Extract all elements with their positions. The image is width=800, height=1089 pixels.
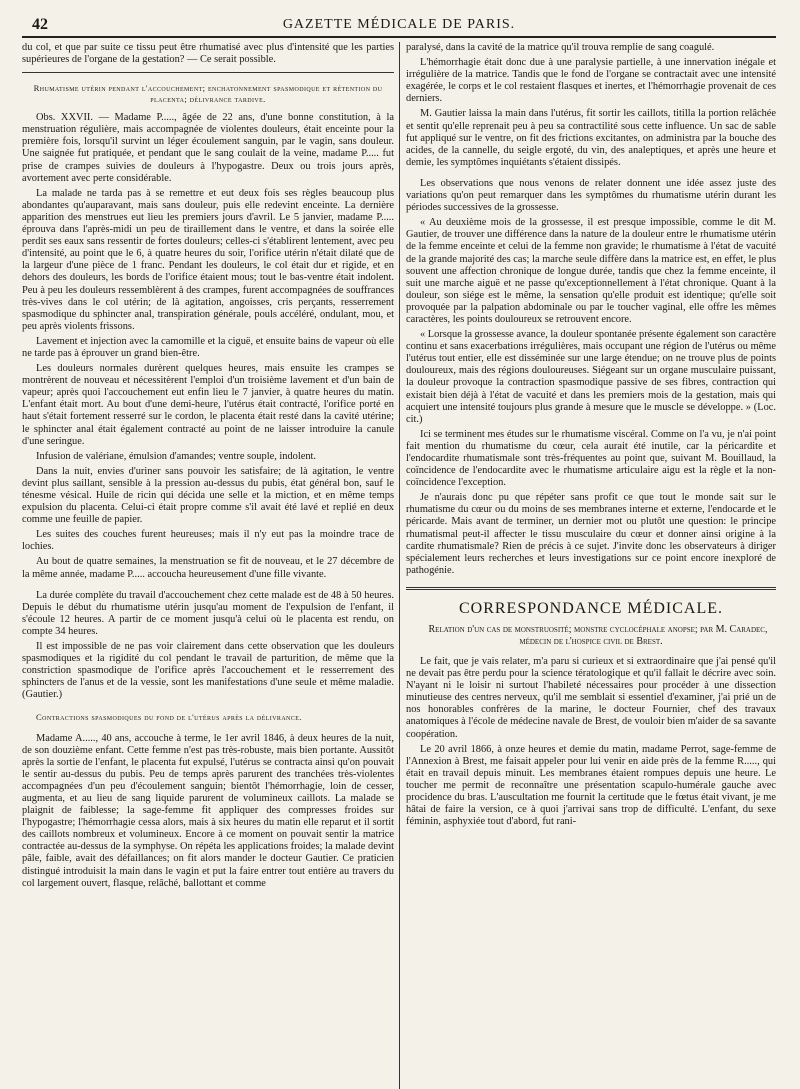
- page-number: 42: [32, 16, 48, 33]
- right-column: [406, 42, 776, 1089]
- paragraph: Ici se terminent mes études sur le rhumatisme viscéral. Comme on l'a vu, je n'ai point fait mention du rhumatisme du cœur, cela aurait été inutile, car la péricardite et l'endocardite rhumatismale sont très-fréquentes au point que, suivant M. Bouillaud, la coïncidence de l'endocardite avec le rhumatisme articulaire aigu est la règle et la non-coïncidence l'exception.: [406, 428, 776, 489]
- paragraph: « Au deuxième mois de la grossesse, il est presque impossible, comme le dit M. Gautier, de trouver une différence dans la nature de la douleur entre le rhumatisme utérin de la femme enceinte et celui de la femme non gravide; le rhumatisme à l'état de vacuité de la grande majorité des cas; la marche seule diffère dans la matrice est, en effet, le plus souvent une affection chronique de longue durée, tandis que chez la femme enceinte, il suit une marche aiguë et ne passe qu'exceptionnellement à l'état chronique. Quant à la douleur, son siége est le même, la sensation qu'elle produit est identique; qu'elle soit provoquée par la palpation abdominale ou par le toucher vaginal, elle offre les mêmes caractères, les points douloureux se retrouvent encore.: [406, 217, 776, 325]
- paragraph: Je n'aurais donc pu que répéter sans profit ce que tout le monde sait sur le rhumatisme du cœur ou du moins de ses membranes interne et externe, l'endocarde et le péricarde. Mais avant de terminer, un dernier mot ou plutôt une question: le principe rhumatismal peut-il affecter le tissu musculaire du cœur et donner ainsi origine à la cardite rhumatismale? Rien de précis à ce sujet. J'invite donc les observateurs à diriger spécialement leurs recherches et leurs investigations sur ce point encore inexploré de pathogénie.: [406, 492, 776, 576]
- paragraph: Madame A....., 40 ans, accouche à terme, le 1er avril 1846, à deux heures de la nuit, de son douzième enfant. Cette femme n'est pas très-robuste, mais bien portante. Aussitôt après la sortie de l'enfant, le placenta fut expulsé, l'utérus se contracta ainsi qu'on pouvait le sentir au-dessus du pubis. Peu de temps après parurent des tranchées très-violentes accompagnées d'un peu d'écoulement sanguin; bientôt l'hémorrhagie, loin de cesser, augmenta, et au lieu de sang liquide parurent de volumineux caillots. La malade se plaignit de faiblesse; la sage-femme fit appliquer des compresses froides sur l'hypogastre; l'hémorrhagie cessa alors, mais à six heures du matin elle reparut et il sortit des caillots nombreux et volumineux. Encore à ce moment on pouvait sentir la matrice contractée au-dessus de la symphyse. On répéta les applications froides; la malade devint pâle, faible, avait des défaillances; on fit alors mander le docteur Gautier. Ce praticien distingué introduisit la main dans le vagin et put la faire entrer tout entière au travers du col largement ouvert, flasque, relâché, ballottant et comme: [22, 732, 394, 889]
- paragraph: Les suites des couches furent heureuses; mais il n'y eut pas la moindre trace de lochies.: [22, 529, 394, 553]
- subsection-heading: Contractions spasmodiques du fond de l'utérus après la délivrance.: [36, 711, 302, 722]
- paragraph: Le fait, que je vais relater, m'a paru si curieux et si extraordinaire que j'ai pensé qu'il ne devait pas être perdu pour la science tératologique et qu'il fallait le décrire avec soin. N'ayant ni le loisir ni surtout l'habileté nécessaires pour procéder à une dissection minutieuse des centres nerveux, qu'il me semblait si essentiel d'examiner, j'ai prié un de nos honorables confrères de la marine, le docteur Fournier, chef des travaux anatomiques à l'école de médecine navale de Brest, de vouloir bien m'aider de sa savante coopération.: [406, 655, 776, 740]
- paragraph: Lavement et injection avec la camomille et la ciguë, et ensuite bains de vapeur où elle ne tarde pas à éprouver un grand bien-être.: [22, 335, 394, 359]
- paragraph: La malade ne tarda pas à se remettre et eut deux fois ses règles beaucoup plus abondantes qu'auparavant, mais sans douleur, puis elle redevint enceinte. La dernière apparition des menstrues eut lieu les premiers jours d'avril. Le 5 janvier, madame P..... éprouva dans l'après-midi un peu de tiraillement dans le ventre, et dans la soirée elle perdit ses eaux sans ressentir de fortes douleurs; celles-ci s'établirent lentement, avec peu d'intensité, au point que le 6, à quatre heures du soir, l'orifice utérin n'était dilaté que de la largeur d'une pièce de 1 franc. Pendant les douleurs, le col était dur et rigide, et en dehors des douleurs, les bords de l'orifice étaient mous; tout le bas-ventre était indolent. Peu à peu les douleurs ressemblèrent à des crampes, furent accompagnées de souffrances très-vives dans le col utérin; de là agitation, angoisses, cris perçants, resserrement spasmodique du sphincter anal, transpiration générale, pouls accéléré, ondulant, mou, et peu après violents frissons.: [22, 187, 394, 332]
- paragraph: Le 20 avril 1866, à onze heures et demie du matin, madame Perrot, sage-femme de l'Annexion à Brest, me faisait appeler pour lui venir en aide près de la femme R....., qui était en travail depuis minuit. Les membranes étaient rompues depuis une heure. Le toucher me permit de reconnaître une présentation scapulo-humérale gauche avec procidence du bras. L'auscultation me fournit la certitude que le fœtus était vivant, je me hâtai de faire la version, ce à quoi j'arrivai sans trop de difficulté. L'enfant, du sexe féminin, asphyxiée tout d'abord, fut rani-: [406, 743, 776, 828]
- paragraph: Infusion de valériane, émulsion d'amandes; ventre souple, indolent.: [36, 450, 317, 462]
- paragraph: Obs. XXVII. — Madame P....., âgée de 22 ans, d'une bonne constitution, à la menstruation régulière, mais accompagnée de violentes douleurs, était enceinte pour la première fois, lorsqu'il survint un léger écoulement sanguin, par le vagin, sans douleur. Une saignée fut pratiquée, et pendant que le sang coulait de la veine, madame P..... fut prise de crampes suivies de douleurs à l'hypogastre. Deux ou trois jours après, avortement avec perte considérable.: [22, 112, 394, 184]
- journal-title: GAZETTE MÉDICALE DE PARIS.: [282, 17, 516, 32]
- paragraph: Les douleurs normales durèrent quelques heures, mais ensuite les crampes se montrèrent de nouveau et nécessitèrent l'emploi d'un troisième lavement et d'un bain de vapeur; après quoi l'accouchement eut enfin lieu le 7 janvier, à quatre heures du matin. L'enfant était mort. Au bout d'une demi-heure, l'utérus était contracté, l'orifice porté en haut s'était fortement resserré sur le cordon, le placenta était resté dans la cavité utérine; le sphincter anal était également contracté au point de ne laisser introduire la canule d'une seringue.: [22, 363, 394, 447]
- divider: [22, 72, 394, 73]
- paragraph: « Lorsque la grossesse avance, la douleur spontanée présente également son caractère continu et sans exacerbations irrégulières, mais occupant une région de l'utérus ou même l'utérus tout entier, elle est disséminée sur une large étendue; on ne trouve plus de points douloureux, mais des régions douloureuses. Siégeant sur un organe musculaire puissant, la douleur provoque la contraction spasmodique passive de ses fibres, contraction qui existait bien déjà à l'état de vacuité et dans les premiers mois de la gestation, mais qui acquiert une intensité toujours plus grande à mesure que le muscle se développe. » (Loc. cit.): [406, 329, 776, 425]
- paragraph: Dans la nuit, envies d'uriner sans pouvoir les satisfaire; de là agitation, le ventre devint plus saillant, sensible à la pression au-dessus du pubis, état général bon, sauf le ténesme vésical. Huile de ricin qui décida une selle et la miction, et en même temps expulsion du placenta. Celui-ci était propre comme s'il avait été lavé et replié en deux comme une feuille de papier.: [22, 465, 394, 526]
- paragraph: M. Gautier laissa la main dans l'utérus, fit sortir les caillots, titilla la portion relâchée et sentit qu'elle reprenait peu à peu sa contractilité sous cette influence. Un sac de sable fut appliqué sur le ventre, on fit des frictions excitantes, on administra par la bouche des acides, de la cannelle, du seigle ergoté, du vin, des analeptiques, et après une heure et demie, les symptômes inquiétants s'étaient dissipés.: [406, 108, 776, 168]
- text-columns: [22, 42, 776, 1089]
- paragraph: Les observations que nous venons de relater donnent une idée assez juste des variations qu'on peut remarquer dans les symptômes du rhumatisme utérin durant les périodes successives de la grossesse.: [406, 177, 776, 214]
- paragraph: paralysé, dans la cavité de la matrice qu'il trouva remplie de sang coagulé.: [406, 42, 715, 53]
- left-column: [22, 42, 394, 1089]
- article-subtitle: Relation d'un cas de monstruosité; monstre cyclocéphale anopse; par M. Caradec, médecin de l'hospice civil de Brest.: [428, 623, 768, 647]
- section-divider: [406, 587, 776, 590]
- column-divider: [399, 42, 400, 1089]
- subsection-heading: Rhumatisme utérin pendant l'accouchement; enchatonnement spasmodique et rétention du placenta; délivrance tardive.: [33, 83, 383, 105]
- page-header: [22, 14, 776, 38]
- paragraph: Au bout de quatre semaines, la menstruation se fit de nouveau, et le 27 décembre de la même année, madame P..... accoucha heureusement d'une fille vivante.: [22, 556, 394, 580]
- paragraph: du col, et que par suite ce tissu peut être rhumatisé avec plus d'intensité que les parties supérieures de l'organe de la gestation? — Ce serait possible.: [22, 42, 394, 66]
- paragraph: La durée complète du travail d'accouchement chez cette malade est de 48 à 50 heures. Depuis le début du rhumatisme utérin jusqu'au moment de l'expulsion de l'enfant, il s'écoule 12 heures. A partir de ce moment jusqu'à celui où le placenta est rendu, on compte 34 heures.: [22, 589, 394, 637]
- paragraph: Il est impossible de ne pas voir clairement dans cette observation que les douleurs spasmodiques et la rigidité du col pendant le travail de parturition, de même que la constriction spasmodique de l'orifice après l'accouchement et le resserrement des sphincters de l'anus et de la vessie, sont les manifestations d'une seule et même maladie. (Gautier.): [22, 641, 394, 701]
- section-title: CORRESPONDANCE MÉDICALE.: [458, 599, 723, 617]
- paragraph: L'hémorrhagie était donc due à une paralysie partielle, à une innervation inégale et irrégulière de la matrice. Tandis que le fond de l'organe se contractait avec une intensité exagérée, le corps et le col restaient flasques et inertes, et l'hémorrhagie provenait de ces derniers.: [406, 57, 776, 105]
